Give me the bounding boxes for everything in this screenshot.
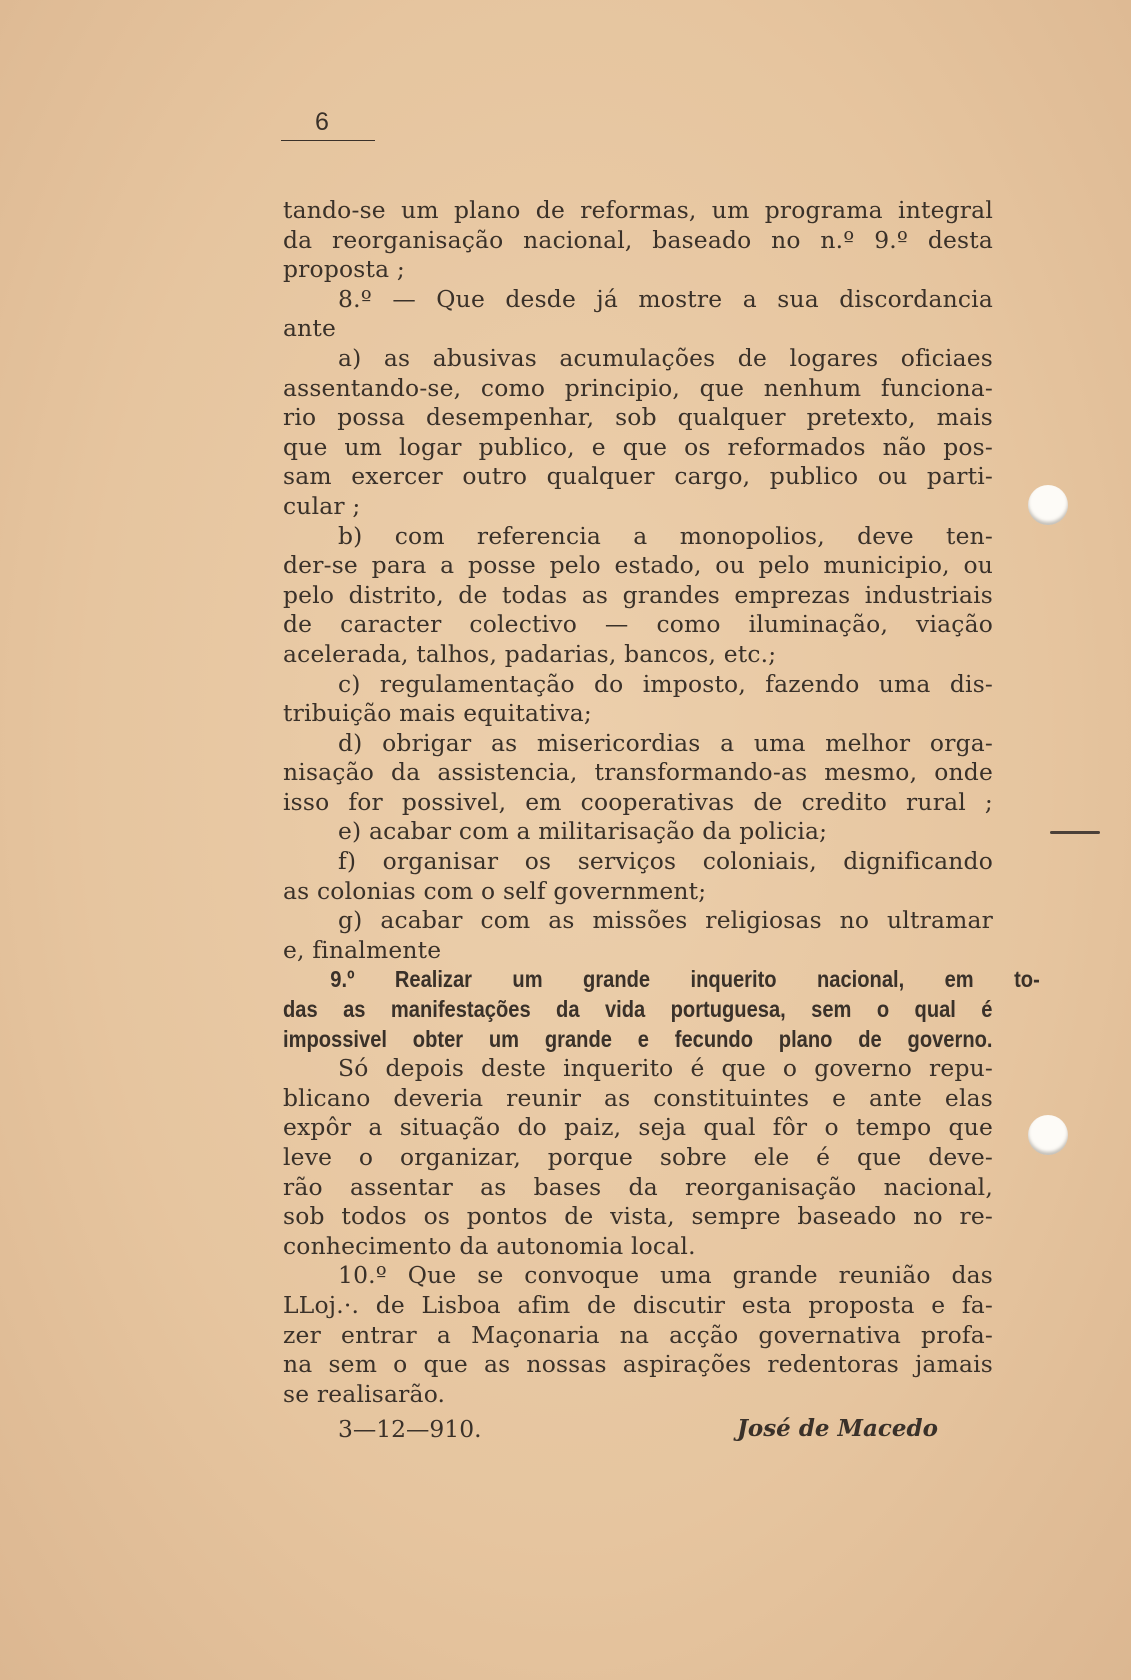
text-line: proposta ; bbox=[283, 255, 405, 284]
text-line: as colonias com o self government; bbox=[283, 876, 707, 905]
text-line: e, finalmente bbox=[283, 935, 442, 964]
page-number-rule bbox=[281, 140, 375, 141]
text-line: de caracter colectivo — como iluminação, viação bbox=[283, 610, 993, 639]
text-line: b) com referencia a monopolios, deve ten- bbox=[338, 521, 993, 550]
punch-hole bbox=[1028, 1115, 1068, 1155]
text-line: zer entrar a Maçonaria na acção governativa profa- bbox=[283, 1320, 993, 1349]
text-line: assentando-se, como principio, que nenhum funciona- bbox=[283, 373, 993, 402]
text-line: rão assentar as bases da reorganisação nacional, bbox=[283, 1172, 993, 1201]
text-line: se realisarão. bbox=[283, 1379, 446, 1408]
body-text bbox=[283, 196, 1040, 1409]
punch-hole bbox=[1028, 485, 1068, 525]
margin-mark bbox=[1050, 831, 1100, 834]
text-line: conhecimento da autonomia local. bbox=[283, 1231, 696, 1260]
text-line: da reorganisação nacional, baseado no n.º 9.º desta bbox=[283, 225, 993, 254]
text-line: der-se para a posse pelo estado, ou pelo municipio, ou bbox=[283, 551, 993, 580]
signature: José de Macedo bbox=[737, 1415, 938, 1442]
text-line: Só depois deste inquerito é que o governo repu- bbox=[338, 1054, 993, 1083]
text-line: na sem o que as nossas aspirações redentoras jamais bbox=[283, 1350, 993, 1379]
text-line: tribuição mais equitativa; bbox=[283, 699, 593, 728]
text-line: cular ; bbox=[283, 491, 361, 520]
text-line: a) as abusivas acumulações de logares oficiaes bbox=[338, 343, 993, 372]
text-line: f) organisar os serviços coloniais, dignificando bbox=[338, 847, 993, 876]
text-line: g) acabar com as missões religiosas no ultramar bbox=[338, 906, 993, 935]
text-line: 10.º Que se convoque uma grande reunião das bbox=[338, 1261, 993, 1290]
text-line: tando-se um plano de reformas, um programa integral bbox=[283, 196, 993, 224]
text-line: e) acabar com a militarisação da policia; bbox=[338, 817, 828, 846]
text-line: impossivel obter um grande e fecundo plano de governo. bbox=[283, 1025, 993, 1052]
text-line: rio possa desempenhar, sob qualquer pretexto, mais bbox=[283, 403, 993, 432]
text-line: ante bbox=[283, 314, 337, 343]
text-line: sob todos os pontos de vista, sempre baseado no re- bbox=[283, 1202, 993, 1231]
date: 3—12—910. bbox=[338, 1415, 482, 1443]
text-line: das as manifestações da vida portuguesa, sem o qual é bbox=[283, 996, 993, 1023]
text-line: blicano deveria reunir as constituintes e ante elas bbox=[283, 1083, 993, 1112]
text-line: que um logar publico, e que os reformados não pos- bbox=[283, 432, 993, 461]
text-line: leve o organizar, porque sobre ele é que deve- bbox=[283, 1143, 993, 1171]
text-line: pelo distrito, de todas as grandes emprezas industriais bbox=[283, 580, 993, 609]
text-line: c) regulamentação do imposto, fazendo uma dis- bbox=[338, 669, 993, 698]
text-line: acelerada, talhos, padarias, bancos, etc.; bbox=[283, 639, 777, 668]
text-line: sam exercer outro qualquer cargo, publico ou parti- bbox=[283, 462, 993, 491]
text-line: expôr a situação do paiz, seja qual fôr o tempo que bbox=[283, 1113, 993, 1142]
text-line: 8.º — Que desde já mostre a sua discordancia bbox=[338, 284, 993, 313]
text-line: 9.º Realizar um grande inquerito nacional, em to- bbox=[330, 966, 1040, 993]
page-number: 6 bbox=[315, 108, 329, 136]
text-line: isso for possivel, em cooperativas de credito rural ; bbox=[283, 787, 993, 816]
text-line: d) obrigar as misericordias a uma melhor orga- bbox=[338, 728, 993, 757]
text-line: nisação da assistencia, transformando-as mesmo, onde bbox=[283, 758, 993, 787]
text-line: LLoj.·. de Lisboa afim de discutir esta proposta e fa- bbox=[283, 1290, 993, 1319]
